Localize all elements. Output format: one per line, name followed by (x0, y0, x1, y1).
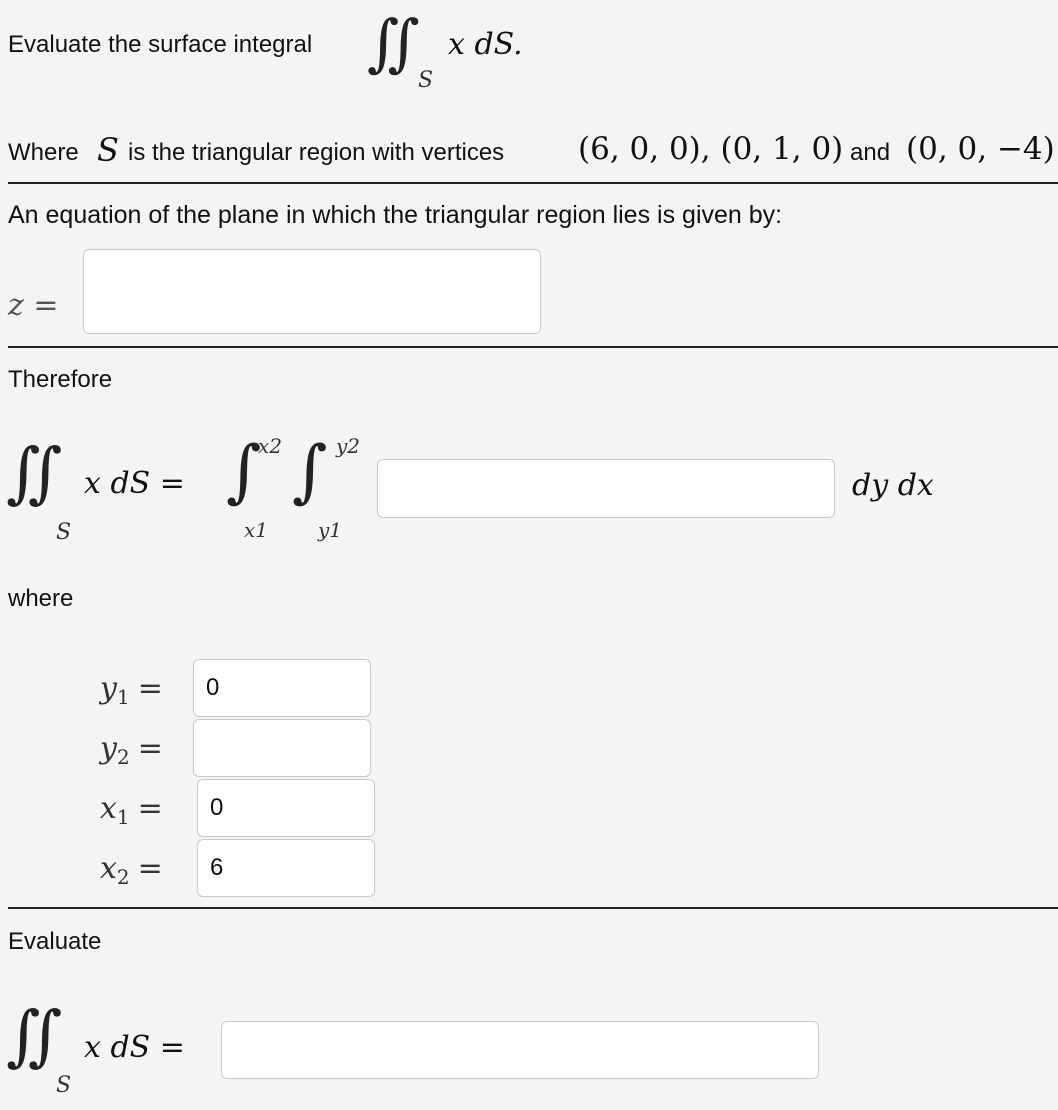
bound-label-x1: $x_1$ = (100, 791, 163, 829)
region-symbol: S (97, 131, 119, 169)
therefore-lhs: x dS = (84, 466, 185, 501)
divider (8, 907, 1058, 909)
divider (8, 182, 1058, 184)
intro-text: Evaluate the surface integral (8, 31, 313, 58)
plane-label: z = (8, 288, 59, 323)
double-integral-sign: ∬ (6, 997, 63, 1074)
integral-sign-y: ∫ (292, 432, 328, 511)
evaluate-label: Evaluate (8, 928, 102, 955)
evaluate-lhs: x dS = (84, 1030, 185, 1065)
plane-z-input[interactable] (83, 249, 541, 334)
vertices-2: (0, 0, −4) (906, 131, 1055, 167)
integral-subscript: S (418, 68, 434, 93)
double-integral-sign: ∬ (367, 6, 420, 79)
where-label: where (8, 585, 74, 612)
where-text-3: and (850, 139, 891, 166)
upper-limit-y: y2 (336, 434, 361, 458)
divider (8, 346, 1058, 348)
upper-limit-x: x2 (258, 434, 283, 458)
where-text-1: Where (8, 139, 79, 166)
bound-input-x2[interactable] (197, 839, 375, 897)
double-integral-sign: ∬ (6, 434, 63, 511)
differentials: dy dx (852, 468, 934, 503)
bound-label-y1: $y_1$ = (100, 671, 163, 709)
integral-sign-x: ∫ (226, 432, 262, 511)
integrand-input[interactable] (377, 459, 835, 518)
where-text-2: is the triangular region with vertices (128, 139, 505, 166)
bound-label-y2: $y_2$ = (100, 731, 163, 769)
intro-integrand: x dS. (448, 27, 523, 62)
integral-subscript: S (56, 1073, 72, 1098)
therefore-label: Therefore (8, 366, 113, 393)
integral-subscript: S (56, 520, 72, 545)
plane-prompt: An equation of the plane in which the triangular region lies is given by: (8, 201, 783, 229)
bound-input-x1[interactable] (197, 779, 375, 837)
result-input[interactable] (221, 1021, 819, 1079)
vertices-1: (6, 0, 0), (0, 1, 0) (578, 131, 844, 167)
bound-input-y1[interactable] (193, 659, 371, 717)
bound-input-y2[interactable] (193, 719, 371, 777)
lower-limit-y: y1 (318, 518, 343, 542)
bound-label-x2: $x_2$ = (100, 851, 163, 889)
lower-limit-x: x1 (244, 518, 269, 542)
